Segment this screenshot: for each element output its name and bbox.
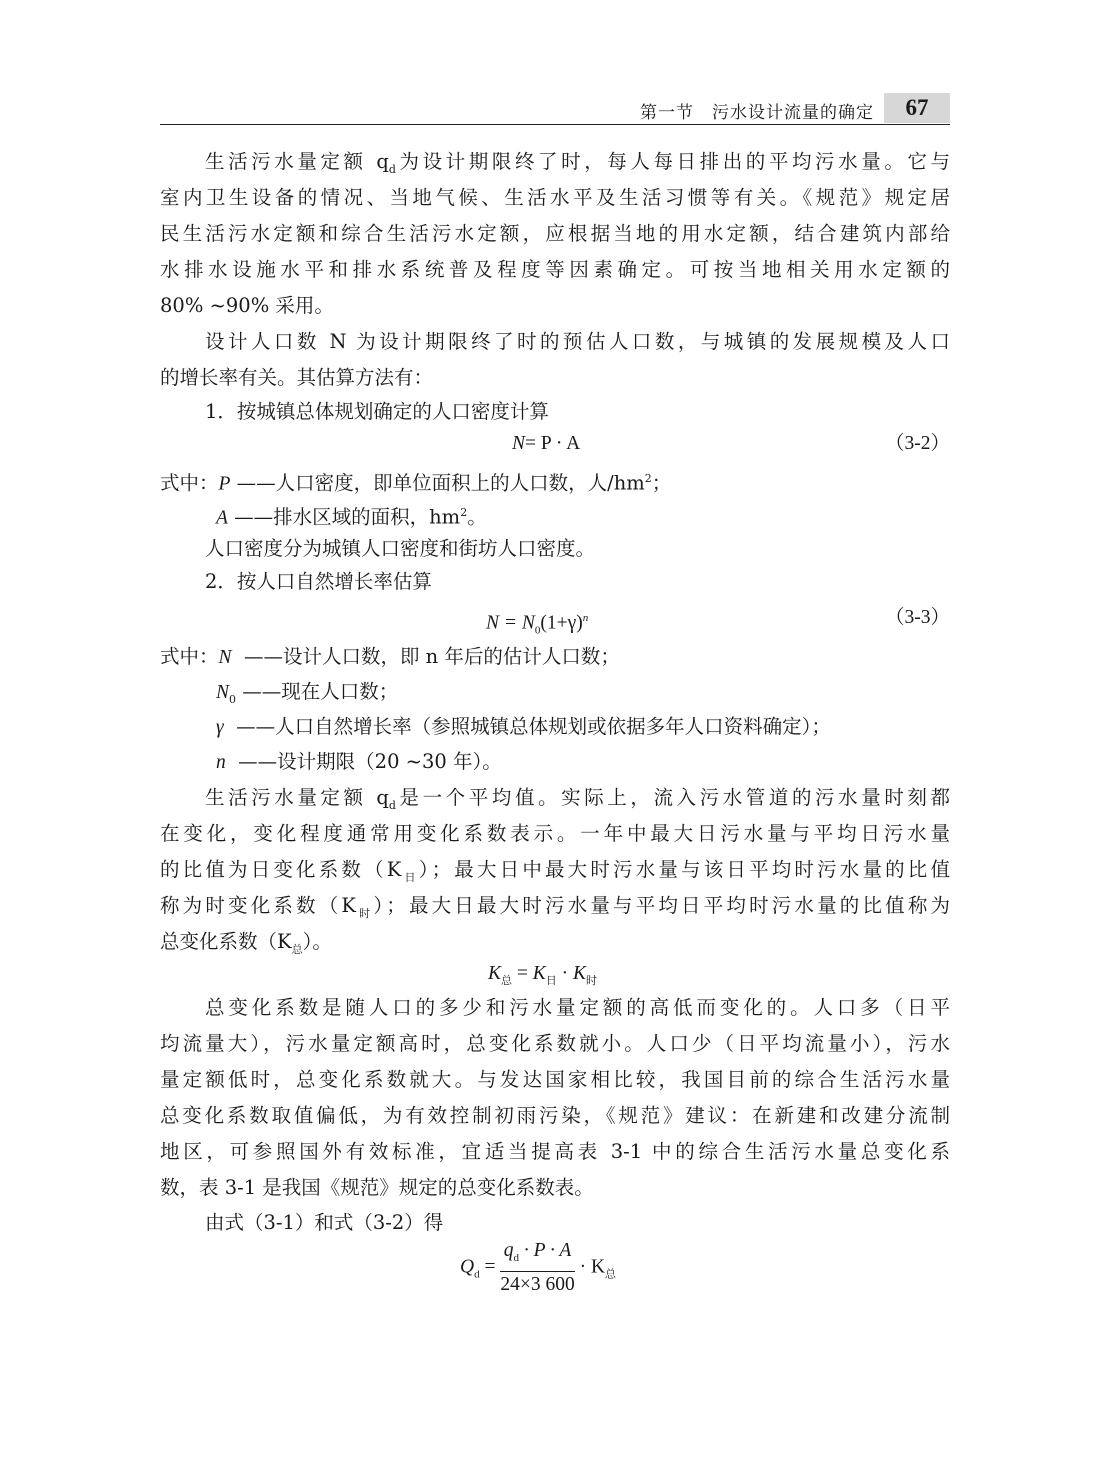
paragraph-line: 总变化系数是随人口的多少和污水量定额的高低而变化的。人口多（日平 — [205, 996, 950, 1019]
variable-definition: n ——设计期限（20 ~30 年）。 — [216, 750, 502, 773]
equation-3-3: $N = N_0(1+\gamma)^n$ — [486, 612, 589, 637]
paragraph-line: 水排水设施水平和排水系统普及程度等因素确定。可按当地相关用水定额的 — [160, 258, 950, 281]
variable-definition: 式中：P ——人口密度，即单位面积上的人口数，人$/hm^2$； — [160, 471, 672, 495]
paragraph-line: 量定额低时，总变化系数就大。与发达国家相比较，我国目前的综合生活污水量 — [160, 1068, 950, 1091]
variable-definition: 式中：N ——设计人口数，即 n 年后的估计人口数； — [160, 645, 620, 668]
paragraph-line: 人口密度分为城镇人口密度和街坊人口密度。 — [205, 537, 596, 560]
paragraph-line: 的比值为日变化系数$(K_日)$；最大日中最大时污水量与该日平均时污水量的比值 — [160, 858, 950, 884]
equation-number: （3-2） — [885, 433, 950, 454]
paragraph-line: 总变化系数取值偏低，为有效控制初雨污染，《规范》建议：在新建和改建分流制 — [160, 1104, 950, 1127]
variable-definition: γ ——人口自然增长率（参照城镇总体规划或依据多年人口资料确定）； — [216, 715, 831, 738]
paragraph-line: 室内卫生设备的情况、当地气候、生活水平及生活习惯等有关。《规范》规定居 — [160, 186, 950, 209]
equation-number: （3-3） — [885, 607, 950, 628]
page-number: 67 — [884, 93, 950, 123]
paragraph-line: 称为时变化系数$(K_时)$；最大日最大时污水量与平均日平均时污水量的比值称为 — [160, 894, 950, 920]
fraction-numerator: $q_d \cdot P \cdot A$ — [500, 1240, 574, 1272]
section-title: 第一节 污水设计流量的确定 — [640, 103, 874, 123]
paragraph-line: 生活污水量定额 $q_d$是一个平均值。实际上，流入污水管道的污水量时刻都 — [205, 786, 950, 812]
header-rule — [160, 124, 950, 126]
equation-3-2: N= P · A — [512, 433, 581, 454]
fraction-denominator: 24×3 600 — [500, 1273, 575, 1295]
variable-definition: A ——排水区域的面积，$hm^2$。 — [216, 505, 487, 529]
paragraph-line: 地区，可参照国外有效标准，宜适当提高表 3-1 中的综合生活污水量总变化系 — [160, 1140, 950, 1163]
paragraph-line: 民生活污水定额和综合生活污水定额，应根据当地的用水定额，结合建筑内部给 — [160, 222, 950, 245]
paragraph-line: 设计人口数 N 为设计期限终了时的预估人口数，与城镇的发展规模及人口 — [205, 330, 950, 353]
fraction — [500, 1240, 574, 1296]
paragraph-line: 总变化系数$(K_总)$。 — [160, 930, 332, 956]
list-item-heading: 1．按城镇总体规划确定的人口密度计算 — [205, 400, 549, 423]
paragraph-line: 数，表 3-1 是我国《规范》规定的总变化系数表。 — [160, 1176, 594, 1199]
paragraph-line: 生活污水量定额 $q_d$为设计期限终了时，每人每日排出的平均污水量。它与 — [205, 150, 950, 176]
paragraph-line: 80% ~90% 采用。 — [160, 294, 334, 317]
equation-k-total: $K_总 = K_日 \cdot K_时$ — [488, 963, 598, 987]
paragraph-line: 在变化，变化程度通常用变化系数表示。一年中最大日污水量与平均日污水量 — [160, 822, 950, 845]
running-header — [160, 95, 950, 125]
list-item-heading: 2．按人口自然增长率估算 — [205, 570, 432, 593]
paragraph-line: 均流量大），污水量定额高时，总变化系数就小。人口少（日平均流量小），污水 — [160, 1032, 950, 1055]
variable-definition: $N_0$ ——现在人口数； — [216, 680, 399, 706]
paragraph-line: 由式（3-1）和式（3-2）得 — [205, 1211, 444, 1234]
equation-qd: $Q_d$ = $\frac{q_d \cdot P \cdot A}{24\times 3 600}$ · $K_总$ — [460, 1240, 617, 1295]
paragraph-line: 的增长率有关。其估算方法有： — [160, 366, 434, 389]
